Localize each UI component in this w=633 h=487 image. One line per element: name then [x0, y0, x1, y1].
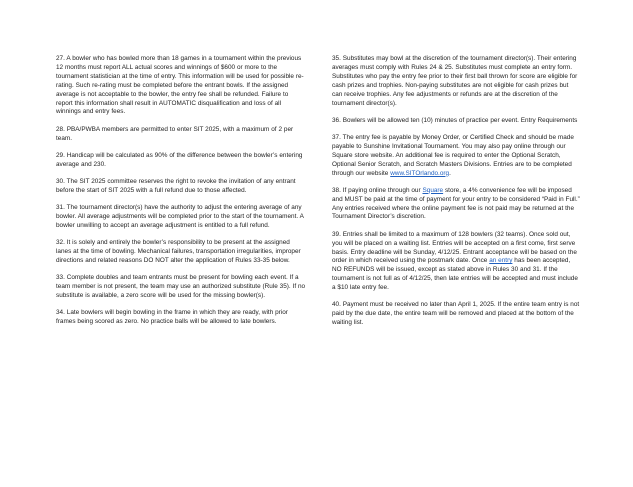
- rule-38-start: 38. If paying online through our: [332, 186, 423, 194]
- rule-37-end: .: [449, 169, 451, 177]
- rule-35: 35. Substitutes may bowl at the discretion of the tournament director(s). Their entering averages must comply with Rules 24 & 25. Substitutes must complete an entry form. Substitutes who pay the entry fee prior to their first ball thrown for score are eligible for cash prizes and trophies. Non-paying substitutes are not eligible for cash prizes but can receive trophies. Any fee adjustments or refunds are at the discretion of the tournament director(s).: [332, 55, 578, 107]
- rule-33: 33. Complete doubles and team entrants must be present for bowling each event. If a team member is not present, the team may use an authorized substitute (Rule 35). If no substitute is available, a zero score will be used for the missing bowler(s).: [56, 274, 306, 299]
- website-link[interactable]: www.SITOrlando.org: [390, 169, 450, 177]
- rule-40: 40. Payment must be received no later than April 1, 2025. If the entire team entry is not paid by the due date, the entire team will be removed and placed at the bottom of the waiting list.: [332, 301, 580, 327]
- rule-37-text: 37. The entry fee is payable by Money Order, or Certified Check and should be made payable to Sunshine Invitational Tournament. You may also pay online through our Square store website. An additional fee is required to enter the Optional Scratch, Optional Senior Scratch, and Scratch Masters Divisions. Entries are to be completed through our website: [332, 133, 574, 177]
- rule-39: [332, 231, 580, 293]
- rule-29: 29. Handicap will be calculated as 90% of the difference between the bowler’s entering average and 230.: [56, 151, 303, 168]
- left-column: [56, 55, 306, 335]
- right-column: [332, 55, 580, 336]
- rule-34: 34. Late bowlers will begin bowling in the frame in which they are ready, with prior frames being scored as zero. No practice balls will be allowed to late bowlers.: [56, 309, 288, 325]
- square-link[interactable]: Square: [422, 186, 444, 194]
- rule-39-start: 39. Entries shall be limited to a maximum of 128 bowlers (32 teams). Once sold out, you will be placed on a waiting list. Entries will be accepted on a first come, first serve basis. Entry deadline will be Sunday, 4/12/25. Entrant acceptance will be based on the order in which received using the postmark date. Once: [332, 230, 577, 265]
- rule-31: 31. The tournament director(s) have the authority to adjust the entering average of any bowler. All average adjustments will be completed prior to the start of the tournament. A bowler unwilling to accept an average adjustment is entitled to a full refund.: [56, 203, 304, 229]
- rule-28: 28. PBA/PWBA members are permitted to enter SIT 2025, with a maximum of 2 per team.: [56, 125, 294, 142]
- rule-36: 36. Bowlers will be allowed ten (10) minutes of practice per event. Entry Requirements: [332, 116, 578, 124]
- rule-30: 30. The SIT 2025 committee reserves the right to revoke the invitation of any entrant before the start of SIT 2025 with a full refund due to those affected.: [56, 177, 296, 194]
- entry-link[interactable]: an entry: [489, 257, 513, 265]
- rule-37: [332, 134, 580, 179]
- rule-27: 27. A bowler who has bowled more than 18 games in a tournament within the previous 12 months must report ALL actual scores and winnings of $600 or more to the tournament statistician at the time of entry. This information will be used for possible re-rating. Such re-rating must be completed before the entrant bowls. If the assigned average is not acceptable to the bowler, the entry fee shall be refunded. Failure to report this information shall result in AUTOMATIC disqualification and loss of all winnings and entry fees.: [56, 55, 304, 116]
- rule-39-text: has been accepted, NO REFUNDS will be issued, except as stated above in Rules 30 and 31. If the tournament is not full as of 4/12/25, then late entries will be accepted and must include a $10 late entry fee.: [332, 257, 578, 292]
- rule-32: 32. It is solely and entirely the bowler’s responsibility to be present at the assigned lanes at the time of bowling. Mechanical failures, transportation irregularities, improper directions and related reasons DO NOT alter the application of Rules 33-35 below.: [56, 238, 301, 264]
- rule-38: [332, 187, 580, 223]
- rule-38-text: store, a 4% convenience fee will be imposed and MUST be paid at the time of payment for your entry to be considered “Paid in Full.” Any entries received where the online payment fee is not paid may be returned at the Tournament Director’s discretion.: [332, 186, 580, 221]
